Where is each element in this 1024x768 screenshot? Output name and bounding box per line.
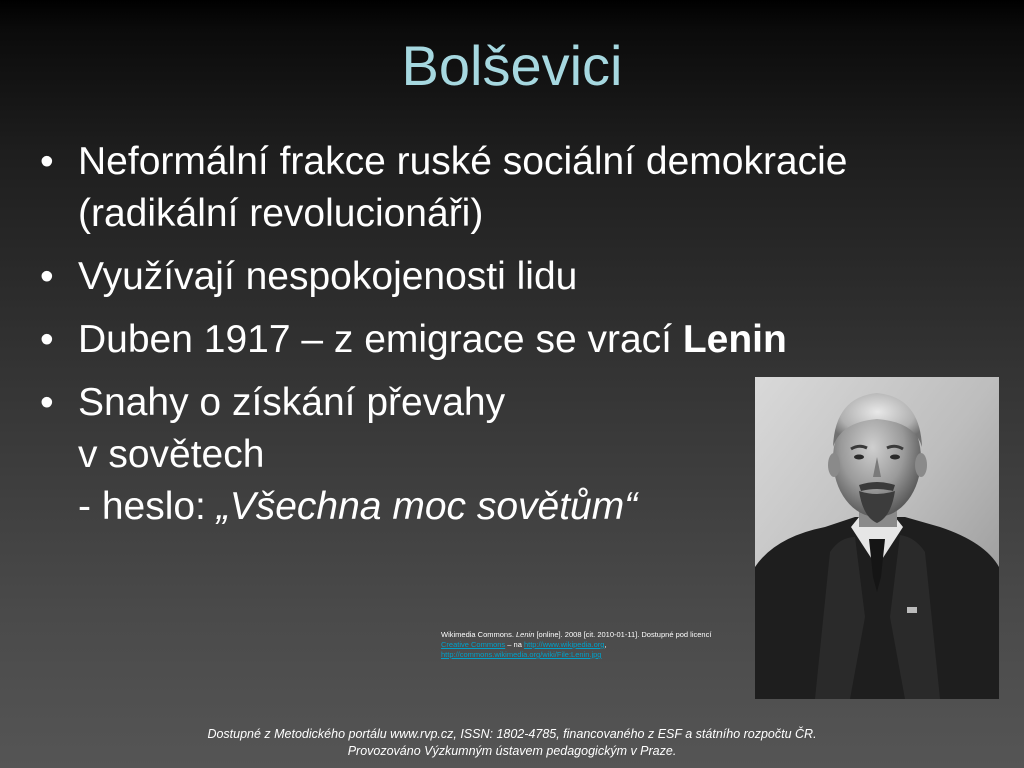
credit-work-title: Lenin	[516, 630, 535, 639]
motto-quote: „Všechna moc sovětům“	[216, 485, 638, 528]
bold-name-lenin: Lenin	[682, 318, 787, 361]
bullet-marker: •	[40, 140, 54, 183]
bullet-item	[40, 136, 1000, 240]
bullet-text-line: Neformální frakce ruské sociální demokracie	[78, 140, 848, 183]
file-link[interactable]: http://commons.wikimedia.org/wiki/File:Lenin.jpg	[441, 650, 602, 659]
credit-details: [online]. 2008 [cit. 2010-01-11]. Dostupné pod licencí	[534, 630, 712, 639]
motto-prefix: - heslo:	[78, 485, 217, 528]
footer-line-2: Provozováno Výzkumným ústavem pedagogickým v Praze.	[347, 744, 677, 758]
bullet-item	[40, 314, 1000, 366]
bullet-text: Duben 1917 – z emigrace se vrací	[78, 318, 683, 361]
credit-end: ,	[604, 640, 607, 649]
bullet-text-line: Využívají nespokojenosti lidu	[78, 255, 578, 298]
slide-title: Bolševici	[401, 34, 623, 97]
wikipedia-link[interactable]: http://www.wikipedia.org	[523, 640, 605, 649]
lenin-portrait-photo	[755, 377, 999, 699]
bullet-text-line: v sovětech	[78, 433, 265, 476]
image-credit	[441, 630, 761, 660]
bullet-text-line	[78, 314, 1000, 366]
bullet-marker: •	[40, 318, 54, 361]
credit-source: Wikimedia Commons.	[441, 630, 517, 639]
license-link[interactable]: Creative Commons	[441, 640, 506, 649]
bullet-text-line: Snahy o získání převahy	[78, 381, 506, 424]
footer-line-1: Dostupné z Metodického portálu www.rvp.cz, ISSN: 1802-4785, financovaného z ESF a státního rozpočtu ČR.	[207, 727, 817, 741]
credit-middle: – na	[505, 640, 524, 649]
bullet-item	[40, 251, 1000, 303]
footer	[0, 726, 1024, 760]
bullet-text-line: (radikální revolucionáři)	[78, 192, 484, 235]
bullet-marker: •	[40, 255, 54, 298]
bullet-marker: •	[40, 381, 54, 424]
